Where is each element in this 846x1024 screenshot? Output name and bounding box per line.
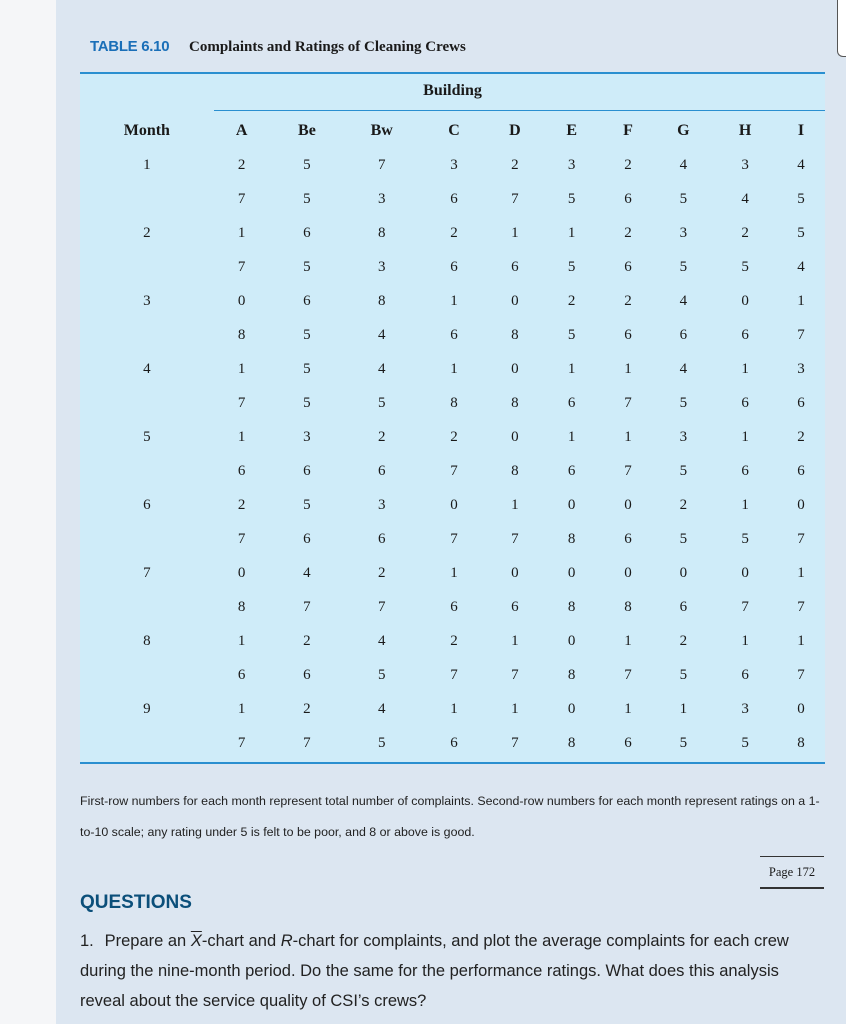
value-cell: 8 (567, 530, 576, 547)
value-cell: 1 (567, 224, 576, 241)
page-margin (0, 0, 56, 1024)
value-cell: 0 (567, 496, 576, 513)
table-row (80, 182, 825, 216)
value-cell: 6 (511, 598, 519, 615)
value-cell: 6 (624, 734, 632, 751)
value-cell: 5 (303, 496, 311, 513)
value-cell: 7 (377, 598, 386, 615)
month-cell: 4 (143, 360, 151, 377)
value-cell: 5 (377, 734, 386, 751)
value-cell: 1 (511, 496, 519, 513)
table-number: TABLE 6.10 (90, 38, 170, 55)
value-cell: 8 (624, 598, 632, 615)
value-cell: 3 (377, 190, 386, 207)
value-cell: 7 (797, 530, 805, 547)
value-cell: 2 (450, 224, 458, 241)
value-cell: 7 (511, 666, 519, 683)
value-cell: 1 (679, 700, 688, 717)
value-cell: 5 (797, 224, 805, 241)
value-cell: 8 (377, 224, 386, 241)
question-text-part3: -chart for complaints, and plot the average complaints for each crew during the nine-month period. Do the same for the performance ratings. What does this analysis reveal about the service quality of CSI’s crews? (80, 932, 789, 1010)
value-cell: 0 (624, 496, 632, 513)
building-group-header: Building (423, 82, 482, 99)
value-cell: 7 (237, 394, 246, 411)
building-header-h: H (738, 122, 752, 139)
r-symbol: R (280, 932, 293, 950)
month-cell (80, 386, 214, 420)
month-cell: 2 (143, 224, 151, 241)
value-cell: 6 (624, 326, 632, 343)
value-cell: 6 (303, 530, 311, 547)
value-cell: 0 (797, 496, 805, 513)
value-cell: 5 (679, 530, 688, 547)
value-cell: 5 (741, 258, 749, 275)
value-cell: 8 (237, 598, 246, 615)
value-cell: 5 (741, 734, 749, 751)
value-cell: 1 (624, 632, 632, 649)
value-cell: 1 (237, 224, 246, 241)
value-cell: 3 (303, 428, 311, 445)
value-cell: 2 (624, 292, 632, 309)
x-bar-symbol: $\overline{X}$ (190, 932, 202, 950)
value-cell: 1 (741, 496, 749, 513)
table-row (80, 148, 825, 182)
value-cell: 2 (624, 224, 632, 241)
value-cell: 2 (741, 224, 749, 241)
value-cell: 6 (303, 292, 311, 309)
value-cell: 5 (303, 258, 311, 275)
building-header-i: I (797, 122, 805, 139)
value-cell: 2 (679, 496, 688, 513)
value-cell: 3 (377, 258, 386, 275)
value-cell: 0 (741, 292, 749, 309)
table-row (80, 692, 825, 726)
value-cell: 4 (797, 156, 805, 173)
value-cell: 7 (797, 598, 805, 615)
value-cell: 6 (679, 598, 688, 615)
month-cell: 1 (143, 156, 151, 173)
value-cell: 1 (450, 292, 458, 309)
value-cell: 8 (567, 734, 576, 751)
table-row (80, 658, 825, 692)
value-cell: 6 (741, 326, 749, 343)
value-cell: 1 (450, 700, 458, 717)
building-header-c: C (448, 122, 460, 139)
value-cell: 8 (511, 394, 519, 411)
value-cell: 7 (303, 598, 311, 615)
value-cell: 6 (679, 326, 688, 343)
month-cell (80, 658, 214, 692)
value-cell: 8 (567, 666, 576, 683)
value-cell: 1 (450, 360, 458, 377)
value-cell: 4 (679, 292, 688, 309)
month-cell: 7 (143, 564, 151, 581)
value-cell: 0 (797, 700, 805, 717)
value-cell: 8 (450, 394, 458, 411)
value-cell: 6 (377, 462, 386, 479)
table-title: Complaints and Ratings of Cleaning Crews (189, 39, 466, 55)
table-row (80, 726, 825, 760)
complaints-ratings-table (80, 72, 825, 764)
value-cell: 3 (741, 156, 749, 173)
table-row (80, 318, 825, 352)
value-cell: 0 (567, 700, 576, 717)
table-row (80, 454, 825, 488)
value-cell: 4 (679, 156, 688, 173)
value-cell: 1 (741, 428, 749, 445)
value-cell: 7 (237, 190, 246, 207)
value-cell: 0 (511, 360, 519, 377)
table-row (80, 250, 825, 284)
value-cell: 6 (237, 462, 246, 479)
value-cell: 6 (567, 394, 576, 411)
value-cell: 3 (567, 156, 576, 173)
value-cell: 3 (450, 156, 458, 173)
question-1 (80, 926, 810, 1016)
value-cell: 5 (679, 190, 688, 207)
question-number: 1. (80, 932, 94, 950)
table-row (80, 522, 825, 556)
value-cell: 5 (679, 258, 688, 275)
table-row (80, 284, 825, 318)
value-cell: 0 (741, 564, 749, 581)
value-cell: 6 (450, 598, 458, 615)
value-cell: 1 (237, 700, 246, 717)
value-cell: 2 (511, 156, 519, 173)
table-row (80, 556, 825, 590)
building-header-bw: Bw (370, 122, 393, 139)
value-cell: 5 (567, 190, 576, 207)
question-text-part1: Prepare an (104, 932, 191, 950)
value-cell: 3 (741, 700, 749, 717)
table-row (80, 386, 825, 420)
value-cell: 5 (679, 666, 688, 683)
value-cell: 7 (237, 258, 246, 275)
value-cell: 6 (624, 190, 632, 207)
value-cell: 1 (741, 632, 749, 649)
value-cell: 7 (303, 734, 311, 751)
value-cell: 7 (511, 530, 519, 547)
table-row (80, 590, 825, 624)
building-header-be: Be (298, 122, 316, 139)
value-cell: 6 (450, 190, 458, 207)
value-cell: 0 (450, 496, 458, 513)
value-cell: 2 (377, 564, 386, 581)
value-cell: 7 (511, 190, 519, 207)
value-cell: 0 (679, 564, 688, 581)
month-cell (80, 522, 214, 556)
value-cell: 5 (679, 462, 688, 479)
table-caption (90, 38, 466, 56)
data-grid (80, 114, 825, 760)
value-cell: 1 (237, 428, 246, 445)
value-cell: 7 (797, 326, 805, 343)
question-text-part2: -chart and (201, 932, 281, 950)
building-header-f: F (623, 122, 633, 139)
value-cell: 1 (741, 360, 749, 377)
value-cell: 7 (511, 734, 519, 751)
building-header-g: G (677, 122, 690, 139)
value-cell: 5 (303, 394, 311, 411)
month-cell: 9 (143, 700, 151, 717)
building-header-a: A (235, 122, 248, 139)
value-cell: 7 (741, 598, 749, 615)
value-cell: 2 (237, 496, 246, 513)
table-footnote: First-row numbers for each month represent total number of complaints. Second-row numbers for each month represent ratings on a 1-to-10 scale; any rating under 5 is felt to be poor, and 8 or above is good. (80, 794, 820, 839)
value-cell: 6 (450, 326, 458, 343)
value-cell: 0 (511, 292, 519, 309)
building-header-d: D (509, 122, 521, 139)
value-cell: 1 (624, 700, 632, 717)
value-cell: 5 (303, 190, 311, 207)
value-cell: 3 (797, 360, 805, 377)
value-cell: 5 (303, 326, 311, 343)
month-cell: 3 (143, 292, 151, 309)
page-label: Page 172 (760, 856, 824, 889)
value-cell: 7 (450, 666, 458, 683)
value-cell: 4 (741, 190, 749, 207)
value-cell: 0 (237, 564, 246, 581)
value-cell: 1 (567, 428, 576, 445)
value-cell: 5 (679, 734, 688, 751)
month-cell (80, 454, 214, 488)
value-cell: 0 (624, 564, 632, 581)
table-row (80, 352, 825, 386)
value-cell: 5 (303, 156, 311, 173)
value-cell: 5 (797, 190, 805, 207)
month-cell (80, 590, 214, 624)
value-cell: 3 (679, 428, 688, 445)
value-cell: 1 (797, 632, 805, 649)
page-edge-tab (837, 0, 846, 57)
month-cell (80, 250, 214, 284)
value-cell: 7 (450, 462, 458, 479)
month-cell (80, 318, 214, 352)
value-cell: 2 (303, 632, 311, 649)
questions-heading: QUESTIONS (80, 892, 192, 913)
value-cell: 6 (450, 734, 458, 751)
value-cell: 6 (797, 394, 805, 411)
value-cell: 5 (377, 394, 386, 411)
month-cell (80, 182, 214, 216)
value-cell: 5 (679, 394, 688, 411)
value-cell: 4 (377, 360, 386, 377)
value-cell: 0 (237, 292, 246, 309)
value-cell: 2 (567, 292, 576, 309)
value-cell: 5 (741, 530, 749, 547)
value-cell: 2 (679, 632, 688, 649)
value-cell: 0 (511, 564, 519, 581)
value-cell: 6 (450, 258, 458, 275)
building-header-rule (214, 110, 825, 111)
building-header-e: E (566, 122, 577, 139)
value-cell: 6 (624, 530, 632, 547)
month-cell: 6 (143, 496, 151, 513)
value-cell: 1 (797, 292, 805, 309)
value-cell: 1 (237, 632, 246, 649)
value-cell: 4 (377, 326, 386, 343)
value-cell: 2 (797, 428, 805, 445)
month-cell: 5 (143, 428, 151, 445)
value-cell: 6 (303, 462, 311, 479)
value-cell: 1 (237, 360, 246, 377)
value-cell: 7 (450, 530, 458, 547)
value-cell: 5 (567, 326, 576, 343)
value-cell: 1 (797, 564, 805, 581)
table-row (80, 488, 825, 522)
value-cell: 7 (797, 666, 805, 683)
value-cell: 6 (511, 258, 519, 275)
value-cell: 6 (567, 462, 576, 479)
value-cell: 8 (797, 734, 805, 751)
value-cell: 3 (377, 496, 386, 513)
value-cell: 7 (624, 666, 632, 683)
value-cell: 0 (567, 632, 576, 649)
value-cell: 0 (511, 428, 519, 445)
value-cell: 3 (679, 224, 688, 241)
value-cell: 4 (797, 258, 805, 275)
value-cell: 8 (567, 598, 576, 615)
value-cell: 6 (303, 224, 311, 241)
value-cell: 6 (377, 530, 386, 547)
value-cell: 8 (377, 292, 386, 309)
value-cell: 1 (511, 632, 519, 649)
value-cell: 2 (377, 428, 386, 445)
value-cell: 6 (303, 666, 311, 683)
table-body (80, 148, 825, 760)
value-cell: 6 (741, 394, 749, 411)
value-cell: 0 (567, 564, 576, 581)
value-cell: 1 (624, 360, 632, 377)
value-cell: 8 (511, 462, 519, 479)
value-cell: 1 (511, 224, 519, 241)
value-cell: 4 (377, 632, 386, 649)
value-cell: 7 (377, 156, 386, 173)
value-cell: 6 (237, 666, 246, 683)
value-cell: 8 (511, 326, 519, 343)
value-cell: 6 (624, 258, 632, 275)
value-cell: 7 (624, 462, 632, 479)
table-row (80, 624, 825, 658)
value-cell: 7 (237, 734, 246, 751)
value-cell: 4 (679, 360, 688, 377)
month-cell (80, 726, 214, 760)
value-cell: 7 (624, 394, 632, 411)
value-cell: 1 (450, 564, 458, 581)
value-cell: 1 (624, 428, 632, 445)
value-cell: 5 (303, 360, 311, 377)
value-cell: 8 (237, 326, 246, 343)
value-cell: 5 (567, 258, 576, 275)
value-cell: 1 (511, 700, 519, 717)
value-cell: 7 (237, 530, 246, 547)
value-cell: 6 (797, 462, 805, 479)
table-row (80, 216, 825, 250)
table-row (80, 420, 825, 454)
value-cell: 4 (377, 700, 386, 717)
value-cell: 2 (624, 156, 632, 173)
value-cell: 2 (303, 700, 311, 717)
value-cell: 4 (303, 564, 311, 581)
value-cell: 5 (377, 666, 386, 683)
value-cell: 1 (567, 360, 576, 377)
value-cell: 6 (741, 462, 749, 479)
value-cell: 2 (450, 632, 458, 649)
month-cell: 8 (143, 632, 151, 649)
header-row (80, 114, 825, 148)
value-cell: 6 (741, 666, 749, 683)
value-cell: 2 (237, 156, 246, 173)
month-header: Month (123, 122, 170, 139)
value-cell: 2 (450, 428, 458, 445)
